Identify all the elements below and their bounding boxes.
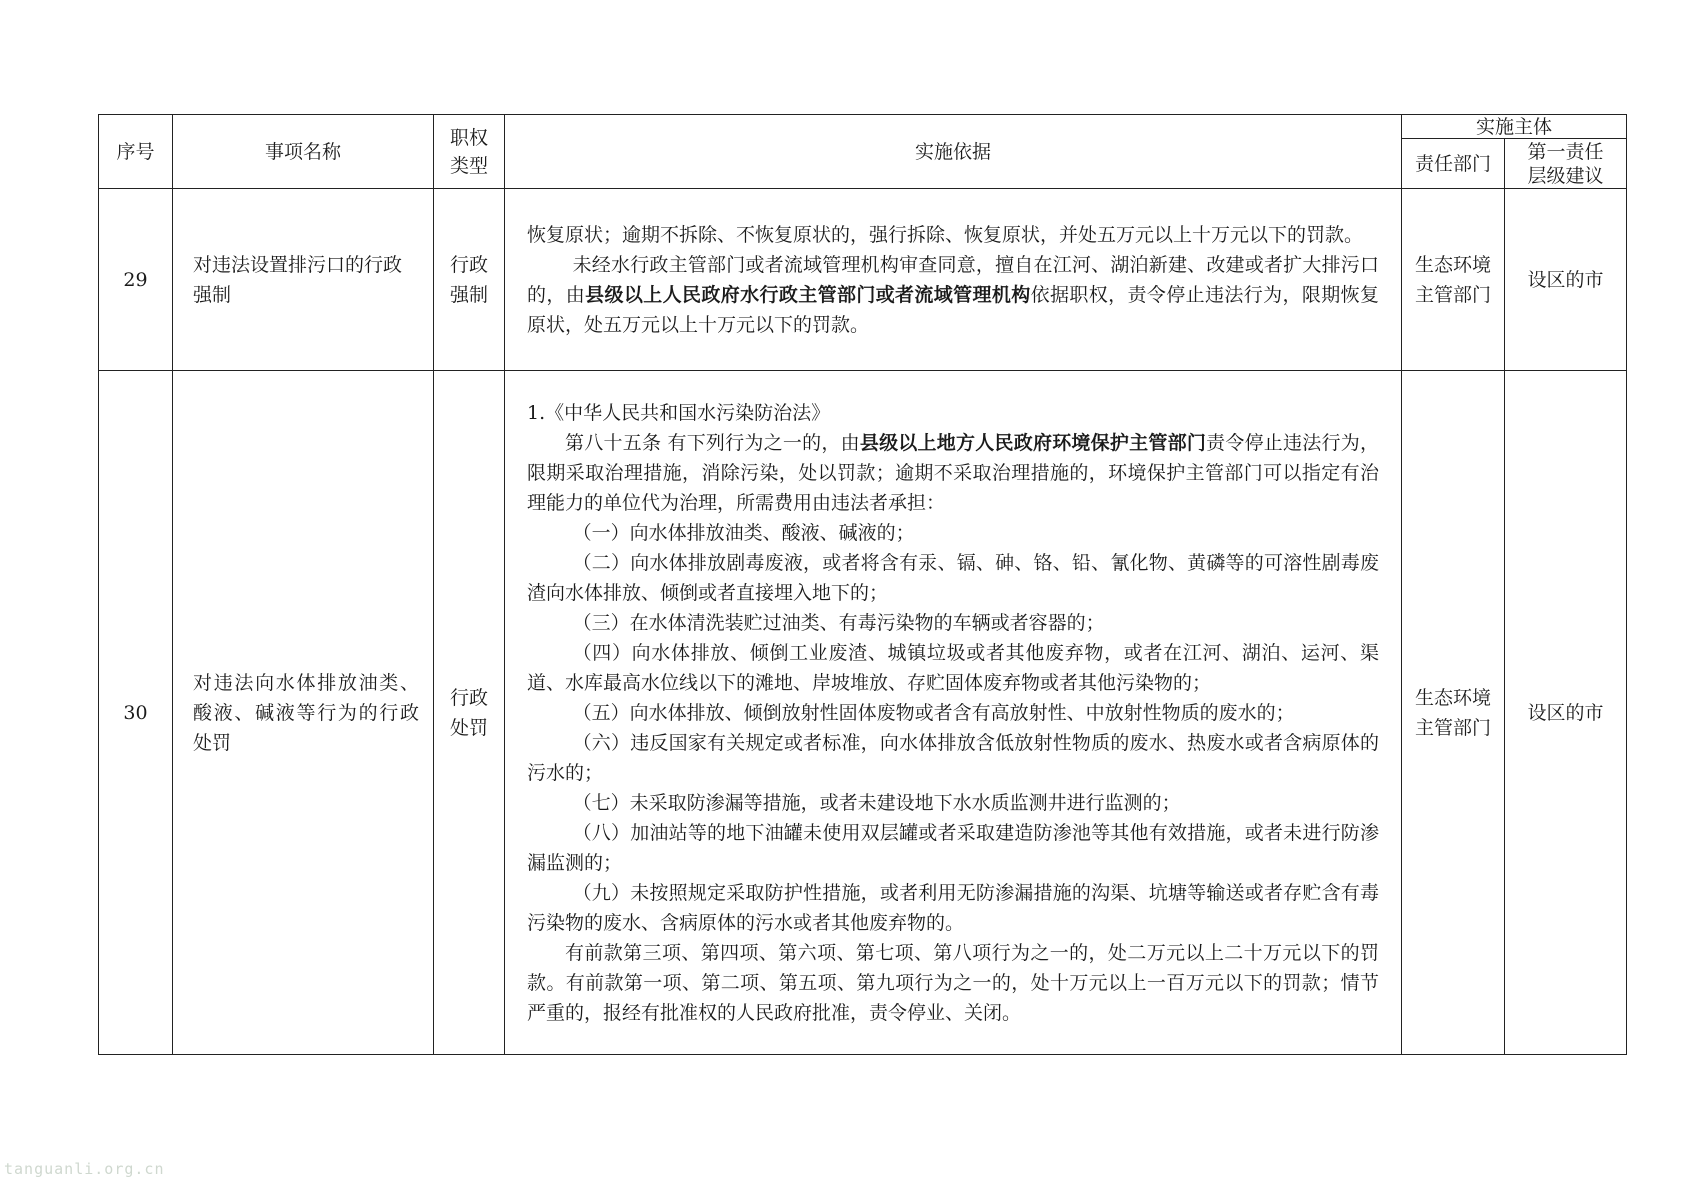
watermark: tanguanli.org.cn [4, 1160, 165, 1178]
table-row [99, 371, 1627, 1055]
row-index: 29 [99, 189, 173, 371]
basis-authority: 县级以上地方人民政府环境保护主管部门 [859, 431, 1207, 454]
basis-item: （六）违反国家有关规定或者标准，向水体排放含低放射性物质的废水、热废水或者含病原体的污水的； [527, 731, 1379, 784]
basis-item: （四）向水体排放、倾倒工业废渣、城镇垃圾或者其他废弃物，或者在江河、湖泊、运河、渠道、水库最高水位线以下的滩地、岸坡堆放、存贮固体废弃物或者其他污染物的； [527, 641, 1379, 694]
basis-paragraph [527, 250, 1379, 340]
basis-item: （一）向水体排放油类、酸液、碱液的； [572, 521, 915, 544]
header-index: 序号 [99, 115, 173, 189]
basis-item: （八）加油站等的地下油罐未使用双层罐或者采取建造防渗池等其他有效措施，或者未进行防渗漏监测的； [527, 821, 1379, 874]
row-dept-text: 生态环境主管部门 [1414, 253, 1491, 306]
row-basis [505, 189, 1402, 371]
row-type [434, 189, 505, 371]
header-subject: 实施主体 [1402, 115, 1627, 139]
row-type-text: 行政处罚 [449, 686, 488, 739]
row-item-name: 对违法设置排污口的行政强制 [173, 189, 434, 371]
basis-text: 未经水行政主管部门或者流域管理机构审查同意，擅自在江河、湖泊新建、改建或者扩大排污口的，由 [527, 253, 1379, 306]
basis-paragraph [527, 428, 1379, 518]
header-type-text: 职权类型 [449, 126, 488, 177]
header-type [434, 115, 505, 189]
basis-text: 第八十五条 有下列行为之一的，由 [565, 431, 860, 454]
header-dept: 责任部门 [1402, 139, 1505, 189]
basis-item: （二）向水体排放剧毒废液，或者将含有汞、镉、砷、铬、铅、氰化物、黄磷等的可溶性剧毒废渣向水体排放、倾倒或者直接埋入地下的； [527, 551, 1379, 604]
basis-penalty: 有前款第三项、第四项、第六项、第七项、第八项行为之一的，处二万元以上二十万元以下的罚款。有前款第一项、第二项、第五项、第九项行为之一的，处十万元以上一百万元以下的罚款；情节严重的，报经有批准权的人民政府批准，责令停业、关闭。 [527, 941, 1379, 1024]
basis-item: （九）未按照规定采取防护性措施，或者利用无防渗漏措施的沟渠、坑塘等输送或者存贮含有毒污染物的废水、含病原体的污水或者其他废弃物的。 [527, 881, 1379, 934]
table-row [99, 189, 1627, 371]
authority-table [98, 114, 1627, 1055]
row-dept [1402, 189, 1505, 371]
basis-law-title: 1.《中华人民共和国水污染防治法》 [527, 401, 831, 424]
header-level [1505, 139, 1627, 189]
basis-text: 责令停止违法行为，限期采取治理措施，消除污染，处以罚款；逾期不采取治理措施的，环境保护主管部门可以指定有治理能力的单位代为治理，所需费用由违法者承担： [527, 431, 1379, 514]
row-level: 设区的市 [1505, 189, 1627, 371]
basis-item: （三）在水体清洗装贮过油类、有毒污染物的车辆或者容器的； [572, 611, 1105, 634]
row-dept [1402, 371, 1505, 1055]
header-basis: 实施依据 [505, 115, 1402, 189]
row-item-name: 对违法向水体排放油类、酸液、碱液等行为的行政处罚 [173, 371, 434, 1055]
basis-item: （七）未采取防渗漏等措施，或者未建设地下水水质监测井进行监测的； [572, 791, 1181, 814]
row-basis [505, 371, 1402, 1055]
basis-paragraph: 恢复原状；逾期不拆除、不恢复原状的，强行拆除、恢复原状，并处五万元以上十万元以下的罚款。 [527, 223, 1364, 246]
basis-text: 依据职权，责令停止违法行为，限期恢复原状，处五万元以上十万元以下的罚款。 [527, 283, 1379, 336]
basis-authority: 县级以上人民政府水行政主管部门或者流域管理机构 [585, 283, 1031, 306]
basis-item: （五）向水体排放、倾倒放射性固体废物或者含有高放射性、中放射性物质的废水的； [572, 701, 1295, 724]
row-level: 设区的市 [1505, 371, 1627, 1055]
row-type-text: 行政强制 [449, 253, 488, 306]
row-dept-text: 生态环境主管部门 [1414, 686, 1491, 739]
header-item-name: 事项名称 [173, 115, 434, 189]
header-level-text: 第一责任层级建议 [1527, 140, 1604, 187]
row-type [434, 371, 505, 1055]
row-index: 30 [99, 371, 173, 1055]
